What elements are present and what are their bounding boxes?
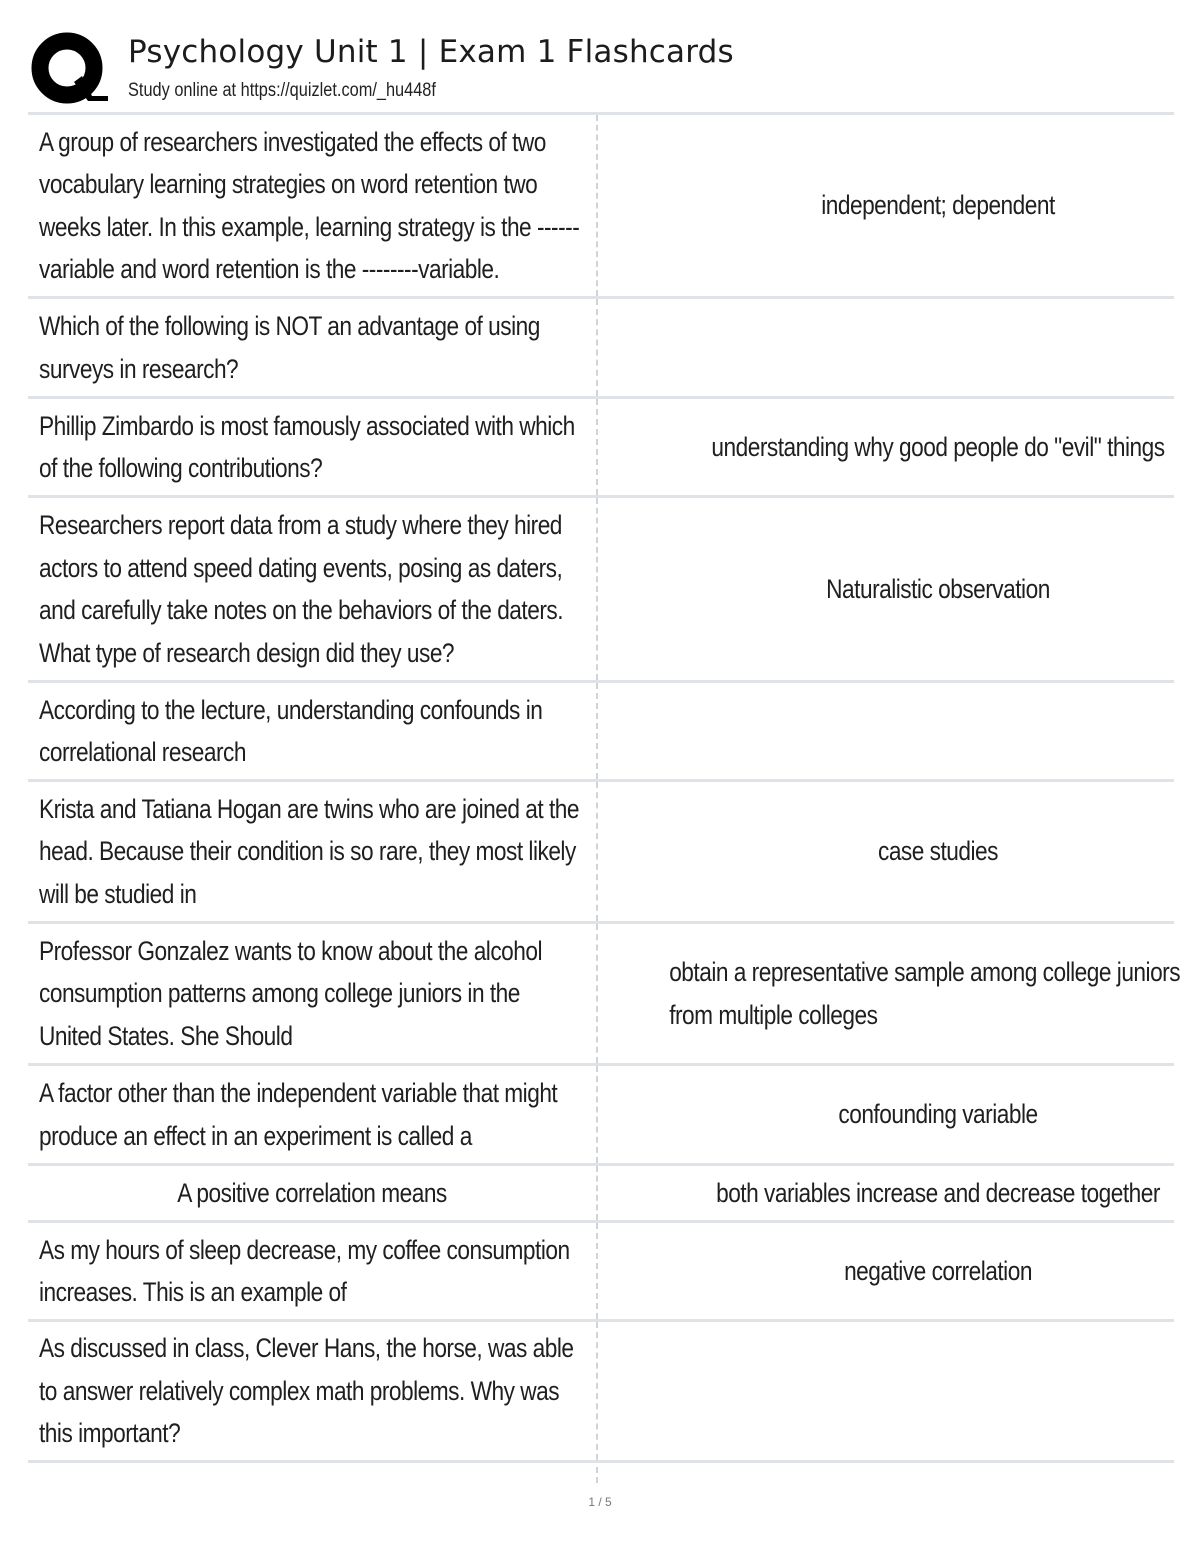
definition-text: case studies bbox=[877, 836, 999, 867]
term-cell bbox=[28, 1322, 598, 1460]
definition-cell bbox=[598, 782, 1200, 921]
flashcard-row bbox=[28, 399, 1174, 498]
definition-cell bbox=[598, 399, 1200, 495]
term-text: Phillip Zimbardo is most famously associated with which of the following contributions? bbox=[39, 410, 575, 483]
term-cell bbox=[28, 399, 598, 495]
definition-cell bbox=[598, 115, 1200, 296]
page-header bbox=[28, 28, 1174, 112]
term-cell bbox=[28, 1166, 598, 1220]
definition-cell bbox=[598, 1223, 1200, 1319]
term-text: Krista and Tatiana Hogan are twins who are joined at the head. Because their condition is so rare, they most likely will be studied in bbox=[39, 793, 579, 909]
flashcard-row bbox=[28, 1322, 1174, 1463]
term-cell bbox=[28, 299, 598, 396]
flashcard-row bbox=[28, 498, 1174, 683]
term-cell bbox=[28, 1066, 598, 1163]
term-cell bbox=[28, 115, 598, 296]
term-cell bbox=[28, 683, 598, 779]
definition-text: negative correlation bbox=[844, 1255, 1032, 1286]
term-text: Professor Gonzalez wants to know about the alcohol consumption patterns among college juniors in the United States. She Should bbox=[39, 935, 543, 1051]
flashcard-row bbox=[28, 782, 1174, 924]
definition-text: confounding variable bbox=[838, 1099, 1038, 1130]
flashcard-row bbox=[28, 115, 1174, 299]
quizlet-q-logo-icon bbox=[30, 30, 108, 108]
definition-cell bbox=[598, 924, 1200, 1063]
term-text: A group of researchers investigated the effects of two vocabulary learning strategies on word retention two weeks later. In this example, learning strategy is the ------ variable and word retention is the --------variable. bbox=[39, 126, 580, 284]
flashcard-row bbox=[28, 1166, 1174, 1223]
flashcard-row bbox=[28, 1066, 1174, 1166]
flashcard-table bbox=[28, 112, 1181, 1463]
definition-cell bbox=[598, 1066, 1200, 1163]
term-text: As discussed in class, Clever Hans, the horse, was able to answer relatively complex math problems. Why was this important? bbox=[39, 1333, 574, 1449]
definition-cell bbox=[598, 1166, 1200, 1220]
term-text: Which of the following is NOT an advantage of using surveys in research? bbox=[39, 311, 540, 384]
definition-text: independent; dependent bbox=[821, 190, 1055, 221]
term-text: A factor other than the independent variable that might produce an effect in an experiment is called a bbox=[39, 1078, 558, 1151]
flashcard-row bbox=[28, 683, 1174, 782]
page-title: Psychology Unit 1 | Exam 1 Flashcards bbox=[128, 34, 734, 70]
definition-cell bbox=[598, 683, 1200, 779]
definition-text: obtain a representative sample among college juniors from multiple colleges bbox=[669, 957, 1181, 1030]
definition-cell bbox=[598, 1322, 1200, 1460]
term-cell bbox=[28, 1223, 598, 1319]
definition-text: both variables increase and decrease together bbox=[716, 1177, 1160, 1208]
term-text: According to the lecture, understanding confounds in correlational research bbox=[39, 694, 543, 767]
definition-text: Naturalistic observation bbox=[826, 573, 1050, 604]
definition-cell bbox=[598, 498, 1200, 680]
term-text: Researchers report data from a study where they hired actors to attend speed dating events, posing as daters, and carefully take notes on the behaviors of the daters. What type of research design did they use? bbox=[39, 510, 564, 668]
term-cell bbox=[28, 924, 598, 1063]
flashcard-row bbox=[28, 299, 1174, 399]
term-text: As my hours of sleep decrease, my coffee consumption increases. This is an example of bbox=[39, 1234, 570, 1307]
term-cell bbox=[28, 782, 598, 921]
column-divider-tick bbox=[596, 1467, 598, 1483]
term-text: A positive correlation means bbox=[177, 1177, 447, 1208]
flashcard-row bbox=[28, 1223, 1174, 1322]
definition-cell bbox=[598, 299, 1200, 396]
term-cell bbox=[28, 498, 598, 680]
definition-text: understanding why good people do "evil" things bbox=[711, 431, 1165, 462]
flashcard-row bbox=[28, 924, 1181, 1066]
study-online-link[interactable]: Study online at https://quizlet.com/_hu448f bbox=[128, 80, 436, 101]
page-number: 1 / 5 bbox=[588, 1495, 612, 1509]
